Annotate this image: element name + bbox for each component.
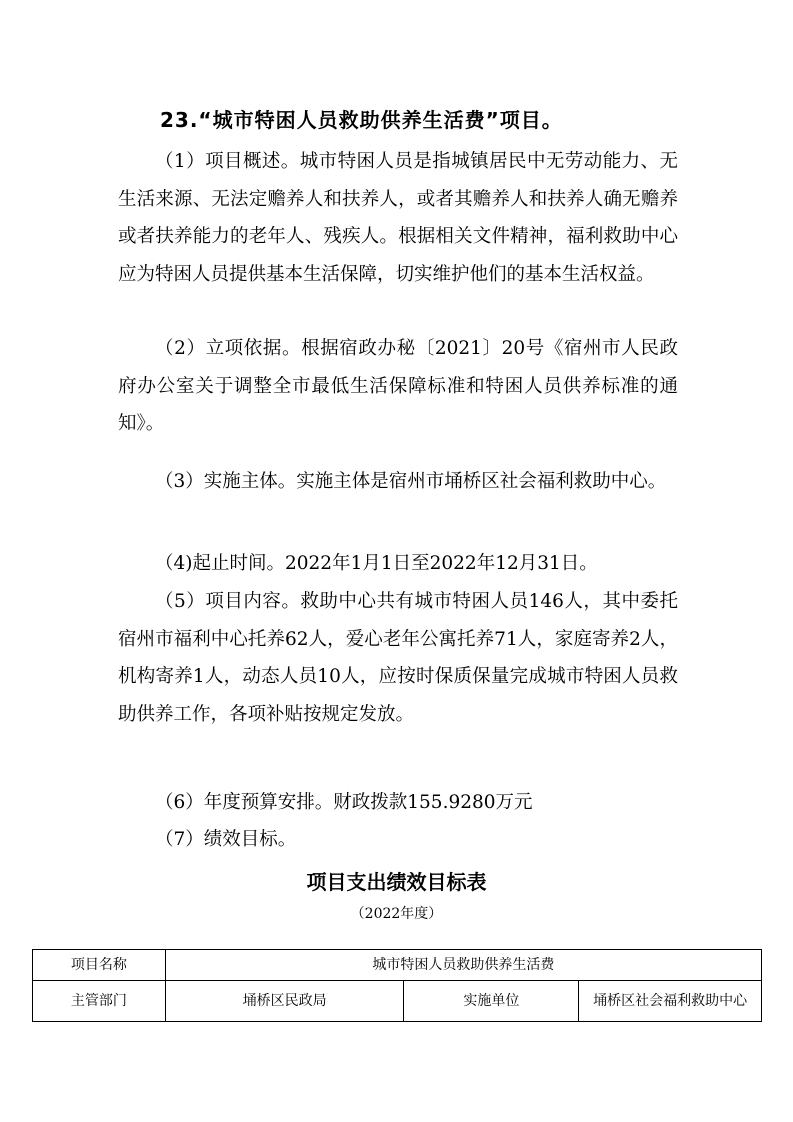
dept-value: 埇桥区民政局 <box>165 981 404 1022</box>
section-heading: 23.“城市特困人员救助供养生活费”项目。 <box>160 108 563 132</box>
table-subtitle: （2022年度） <box>350 906 443 922</box>
dept-label: 主管部门 <box>33 981 166 1022</box>
table-row <box>33 981 762 1022</box>
paragraph-period <box>118 545 678 583</box>
performance-target-table <box>32 949 762 1022</box>
table-title: 项目支出绩效目标表 <box>306 870 487 894</box>
paragraph-budget <box>118 784 678 822</box>
project-name-value: 城市特困人员救助供养生活费 <box>165 950 761 981</box>
paragraph-goals <box>118 821 678 859</box>
project-name-label: 项目名称 <box>33 950 166 981</box>
table-row <box>33 950 762 981</box>
paragraph-text: （5）项目内容。救助中心共有城市特困人员146人，其中委托宿州市福利中心托养62人，爱心老年公寓托养71人，家庭寄养2人，机构寄养1人，动态人员10人，应按时保质保量完成城市特困人员救助供养工作，各项补贴按规定发放。 <box>118 591 678 725</box>
paragraph-text: （3）实施主体。实施主体是宿州市埇桥区社会福利救助中心。 <box>155 471 667 492</box>
paragraph-text: （4)起止时间。2022年1月1日至2022年12月31日。 <box>155 553 598 574</box>
paragraph-basis <box>118 330 678 443</box>
paragraph-text: （6）年度预算安排。财政拨款155.9280万元 <box>155 792 533 813</box>
paragraph-subject <box>118 463 678 501</box>
paragraph-text: （1）项目概述。城市特困人员是指城镇居民中无劳动能力、无生活来源、无法定赡养人和扶养人，或者其赡养人和扶养人确无赡养或者扶养能力的老年人、残疾人。根据相关文件精神，福利救助中心应为特困人员提供基本生活保障，切实维护他们的基本生活权益。 <box>118 151 678 285</box>
paragraph-text: （7）绩效目标。 <box>155 829 297 850</box>
unit-value: 埇桥区社会福利救助中心 <box>579 981 762 1022</box>
paragraph-text: （2）立项依据。根据宿政办秘〔2021〕20号《宿州市人民政府办公室关于调整全市最低生活保障标准和特困人员供养标准的通知》。 <box>118 338 678 434</box>
paragraph-overview <box>118 143 678 293</box>
paragraph-content <box>118 583 678 733</box>
unit-label: 实施单位 <box>404 981 579 1022</box>
